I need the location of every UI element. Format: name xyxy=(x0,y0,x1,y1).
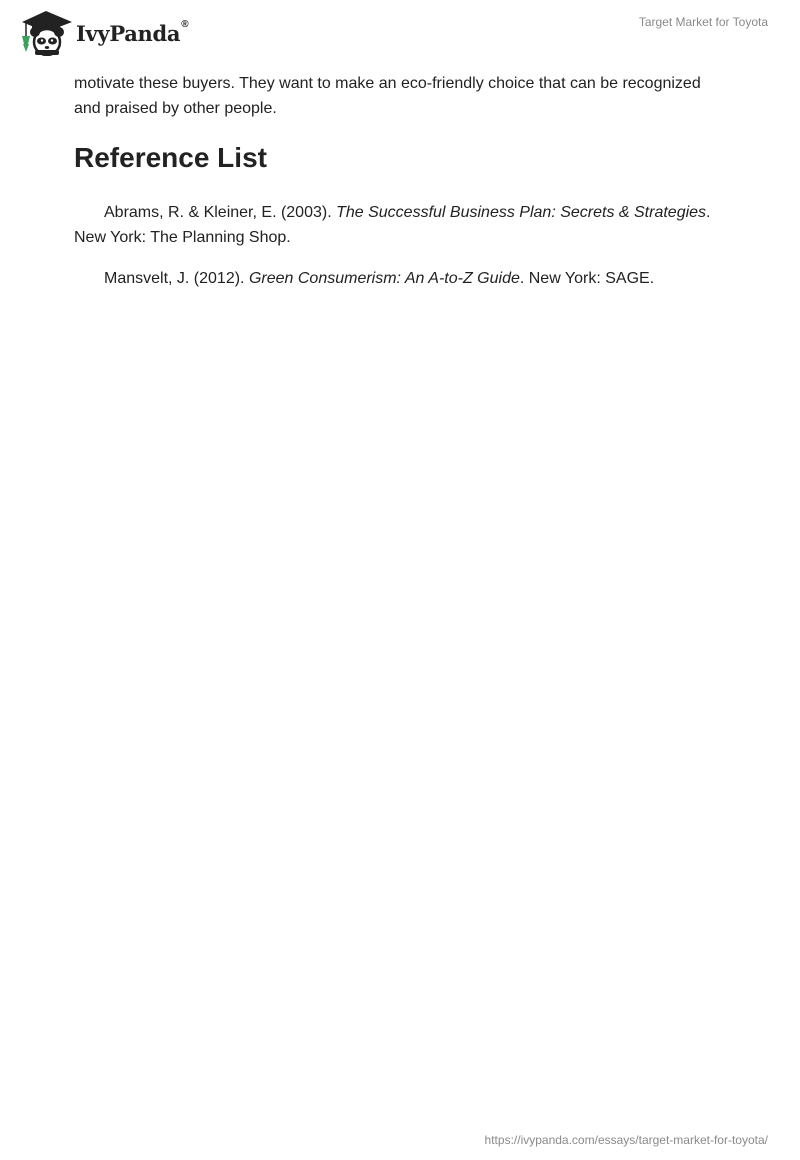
running-title: Target Market for Toyota xyxy=(638,15,768,29)
panda-graduation-cap-icon xyxy=(16,8,76,56)
reference-item: Abrams, R. & Kleiner, E. (2003). The Successful Business Plan: Secrets & Strategies. New York: The Planning Shop. xyxy=(74,204,711,246)
brand-name: IvyPanda® xyxy=(76,18,189,46)
reference-title: Green Consumerism: An A-to-Z Guide xyxy=(248,270,520,287)
reference-title: The Successful Business Plan: Secrets & Strategies xyxy=(336,204,707,221)
registered-mark: ® xyxy=(181,18,189,30)
document-body xyxy=(74,71,724,307)
brand-logo[interactable] xyxy=(16,8,188,56)
source-url-link[interactable]: https://ivypanda.com/essays/target-market-for-toyota/ xyxy=(484,1133,768,1147)
reference-item: Mansvelt, J. (2012). Green Consumerism: An A-to-Z Guide. New York: SAGE. xyxy=(104,270,655,287)
section-heading: Reference List xyxy=(74,142,267,173)
intro-paragraph: motivate these buyers. They want to make an eco-friendly choice that can be recognized and praised by other people. xyxy=(74,75,701,117)
